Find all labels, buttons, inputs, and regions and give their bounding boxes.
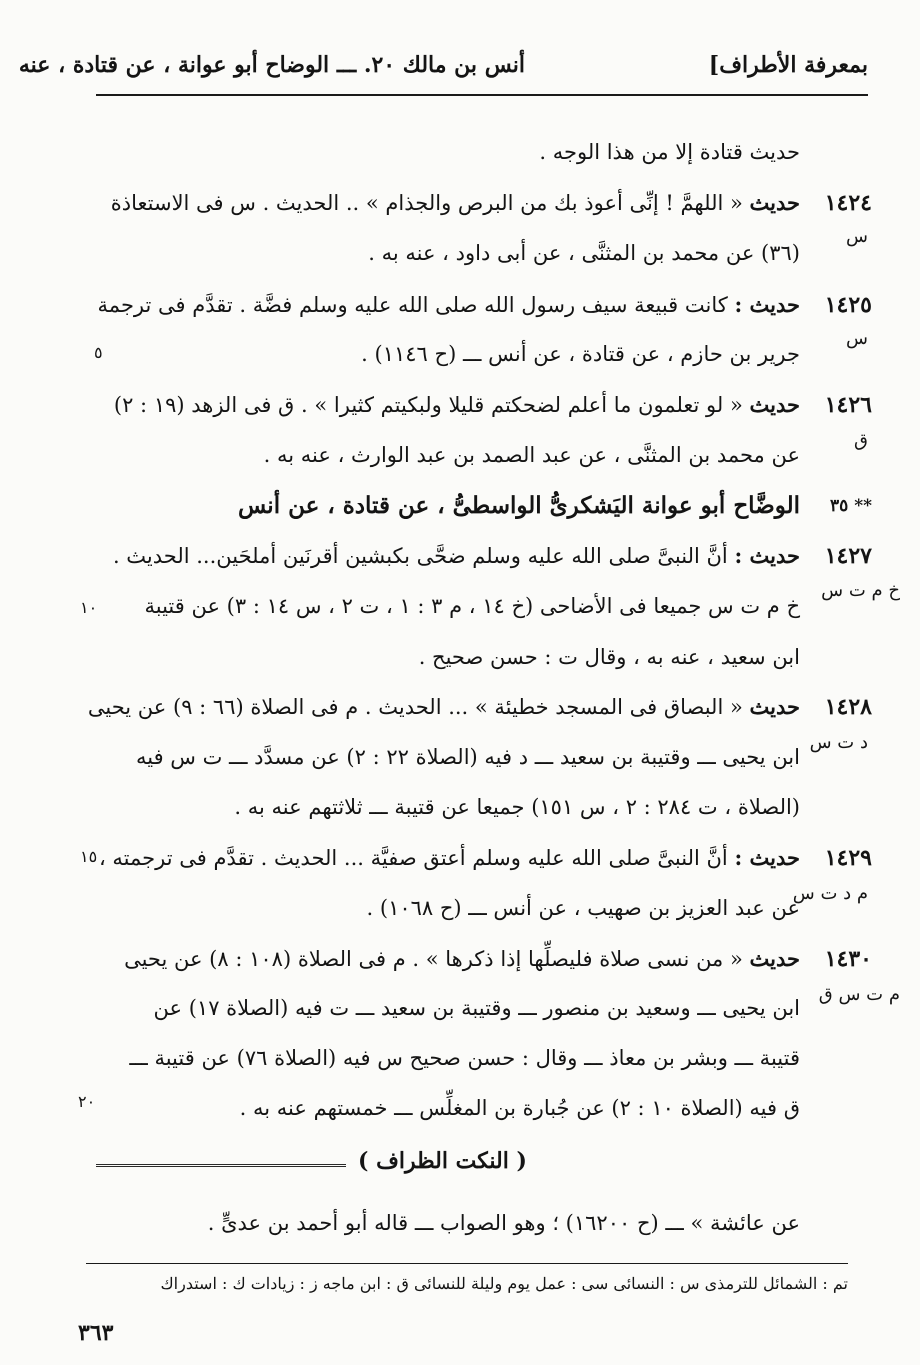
section-title: الوضَّاح أبو عوانة اليَشكرىُّ الواسطىُّ ، عن قتادة ، عن أنس xyxy=(237,492,800,519)
hadith-lead: حديث xyxy=(749,392,800,417)
margin-line-number: ١٥ xyxy=(80,847,98,866)
hadith-text: « اللهمَّ ! إنِّى أعوذ بك من البرص والجذام » .. الحديث . س فى الاستعاذة xyxy=(110,191,743,215)
hadith-text: « لو تعلمون ما أعلم لضحكتم قليلا ولبكيتم كثيرا » . ق فى الزهد (١٩ : ٢) xyxy=(113,393,743,417)
section-number: ٣٥ ** xyxy=(830,496,872,516)
double-rule xyxy=(96,1164,346,1167)
hadith-sigla: س xyxy=(846,226,868,247)
hadith-sigla: م ت س ق xyxy=(818,984,900,1005)
hadith-line xyxy=(98,292,800,317)
margin-line-number: ٥ xyxy=(94,343,103,362)
hadith-number: ١٤٢٤ xyxy=(824,190,872,216)
hadith-number: ١٤٢٩ xyxy=(824,845,872,871)
margin-line-number: ١٠ xyxy=(80,598,98,617)
hadith-number: ١٤٢٧ xyxy=(824,543,872,569)
footer-rule xyxy=(86,1263,848,1264)
hadith-line: ابن سعيد ، عنه به ، وقال ت : حسن صحيح . xyxy=(418,645,800,669)
hadith-lead: حديث : xyxy=(734,845,800,870)
hadith-line xyxy=(88,694,800,719)
hadith-number: ١٤٢٦ xyxy=(824,392,872,418)
corrections-text: عن عائشة » ـــ (ح ١٦٢٠٠) ؛ وهو الصواب ـــ قاله أبو أحمد بن عدىٍّ . xyxy=(207,1211,800,1235)
header-section-title: أنس بن مالك ٢٠. ـــ الوضاح أبو عوانة ، عن قتادة ، عنه xyxy=(18,52,525,78)
header-book-title: بمعرفة الأطراف] xyxy=(708,52,868,78)
hadith-number: ١٤٢٨ xyxy=(824,694,872,720)
hadith-line: ق فيه (الصلاة ١٠ : ٢) عن جُبارة بن المغلِّس ـــ خمستهم عنه به . xyxy=(239,1096,800,1120)
hadith-text: كانت قبيعة سيف رسول الله صلى الله عليه وسلم فضَّة . تقدَّم فى ترجمة xyxy=(97,293,728,317)
margin-line-number: ٢٠ xyxy=(78,1092,96,1111)
hadith-line: ابن يحيى ـــ وسعيد بن منصور ـــ وقتيبة بن سعيد ـــ ت فيه (الصلاة ١٧) عن xyxy=(153,996,800,1020)
hadith-text: أنَّ النبىَّ صلى الله عليه وسلم ضحَّى بكبشين أقرنَين أملحَين... الحديث . xyxy=(112,544,728,568)
hadith-lead: حديث : xyxy=(734,543,800,568)
hadith-line xyxy=(114,392,800,417)
hadith-number: ١٤٢٥ xyxy=(824,292,872,318)
abbreviation-legend: تم : الشمائل للترمذى س : النسائى سى : عمل يوم وليلة للنسائى ق : ابن ماجه ز : زيادات ك : استدراك xyxy=(160,1274,848,1293)
header-rule xyxy=(96,94,868,96)
continuation-text: حديث قتادة إلا من هذا الوجه . xyxy=(539,140,800,164)
hadith-sigla: د ت س xyxy=(809,732,868,753)
hadith-line: قتيبة ـــ وبشر بن معاذ ـــ وقال : حسن صحيح س فيه (الصلاة ٧٦) عن قتيبة ـــ xyxy=(129,1046,800,1070)
hadith-lead: حديث xyxy=(749,694,800,719)
hadith-text: « من نسى صلاة فليصلِّها إذا ذكرها » . م فى الصلاة (١٠٨ : ٨) عن يحيى xyxy=(124,947,743,971)
hadith-line xyxy=(99,845,800,870)
hadith-lead: حديث : xyxy=(734,292,800,317)
hadith-line: (٣٦) عن محمد بن المثنَّى ، عن أبى داود ، عنه به . xyxy=(368,241,800,265)
hadith-line xyxy=(111,190,800,215)
hadith-number: ١٤٣٠ xyxy=(824,946,872,972)
corrections-title: ( النكت الظراف ) xyxy=(358,1148,527,1174)
hadith-line: خ م ت س جميعا فى الأضاحى (خ ١٤ ، م ٣ : ١ ، ت ٢ ، س ١٤ : ٣) عن قتيبة xyxy=(144,594,800,618)
corrections-heading xyxy=(96,1146,800,1184)
page-number: ٣٦٣ xyxy=(78,1320,114,1346)
hadith-line: (الصلاة ، ت ٢٨٤ : ٢ ، س ١٥١) جميعا عن قتيبة ـــ ثلاثتهم عنه به . xyxy=(234,795,800,819)
hadith-line: ابن يحيى ـــ وقتيبة بن سعيد ـــ د فيه (الصلاة ٢٢ : ٢) عن مسدَّد ـــ ت س فيه xyxy=(135,745,800,769)
hadith-line xyxy=(124,946,800,971)
hadith-sigla: خ م ت س xyxy=(821,580,900,601)
hadith-sigla: م د ت س xyxy=(792,883,868,904)
hadith-lead: حديث xyxy=(749,946,800,971)
hadith-sigla: س xyxy=(846,328,868,349)
hadith-text: أنَّ النبىَّ صلى الله عليه وسلم أعتق صفيَّة ... الحديث . تقدَّم فى ترجمته ، xyxy=(98,846,728,870)
hadith-line: جرير بن حازم ، عن قتادة ، عن أنس ـــ (ح ١١٤٦) . xyxy=(361,342,800,366)
hadith-text: « البصاق فى المسجد خطيئة » ... الحديث . م فى الصلاة (٦٦ : ٩) عن يحيى xyxy=(87,695,743,719)
hadith-lead: حديث xyxy=(749,190,800,215)
hadith-line: عن عبد العزيز بن صهيب ، عن أنس ـــ (ح ١٠٦٨) . xyxy=(366,896,800,920)
hadith-line xyxy=(113,543,800,568)
hadith-sigla: ق xyxy=(854,430,868,451)
hadith-line: عن محمد بن المثنَّى ، عن عبد الصمد بن عبد الوارث ، عنه به . xyxy=(263,443,800,467)
